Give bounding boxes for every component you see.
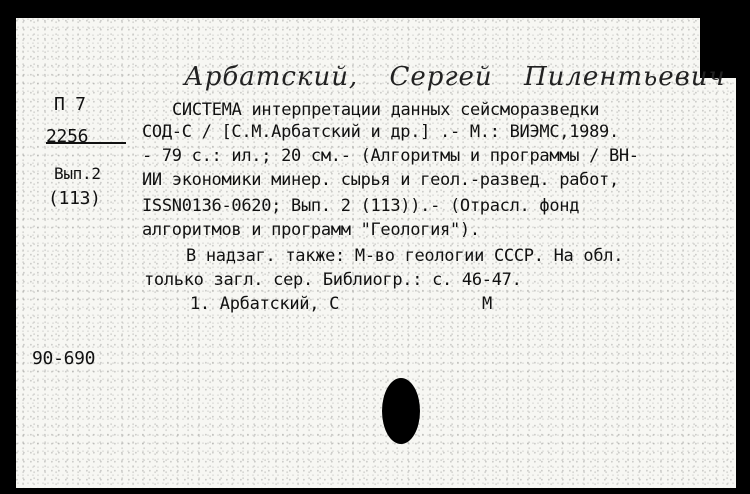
body-line-4: ИИ экономики минер. сырья и геол.-развед. работ, — [142, 170, 619, 190]
subject-entry-mark: М — [482, 294, 492, 314]
call-number-line1: П 7 — [54, 94, 86, 115]
call-number-line4: (113) — [48, 188, 101, 209]
inventory-number: 90-690 — [32, 348, 96, 369]
body-line-6: алгоритмов и программ "Геология"). — [142, 220, 480, 240]
body-line-8: только загл. сер. Библиогр.: с. 46-47. — [144, 270, 522, 290]
body-line-7: В надзаг. также: М-во геологии СССР. На обл. — [186, 246, 624, 266]
handwritten-patronymic: Пилентьевич — [523, 62, 726, 92]
body-line-1: СИСТЕМА интерпретации данных сейсморазведки — [172, 100, 600, 120]
handwritten-name: Сергей — [389, 62, 493, 92]
body-line-3: - 79 с.: ил.; 20 см.- (Алгоритмы и программы / ВН- — [142, 146, 639, 166]
handwritten-surname: Арбатский, — [184, 62, 359, 92]
catalog-card — [16, 18, 736, 488]
body-line-5: ISSN0136-0620; Вып. 2 (113)).- (Отрасл. фонд — [142, 196, 580, 216]
call-number-line2: 2256 — [46, 126, 89, 147]
punch-hole — [382, 378, 420, 444]
call-number-line3: Вып.2 — [54, 164, 101, 183]
body-line-2: СОД-С / [С.М.Арбатский и др.] .- М.: ВИЭМС,1989. — [142, 122, 619, 142]
subject-entry: 1. Арбатский, С — [190, 294, 340, 314]
handwritten-author — [184, 62, 748, 92]
